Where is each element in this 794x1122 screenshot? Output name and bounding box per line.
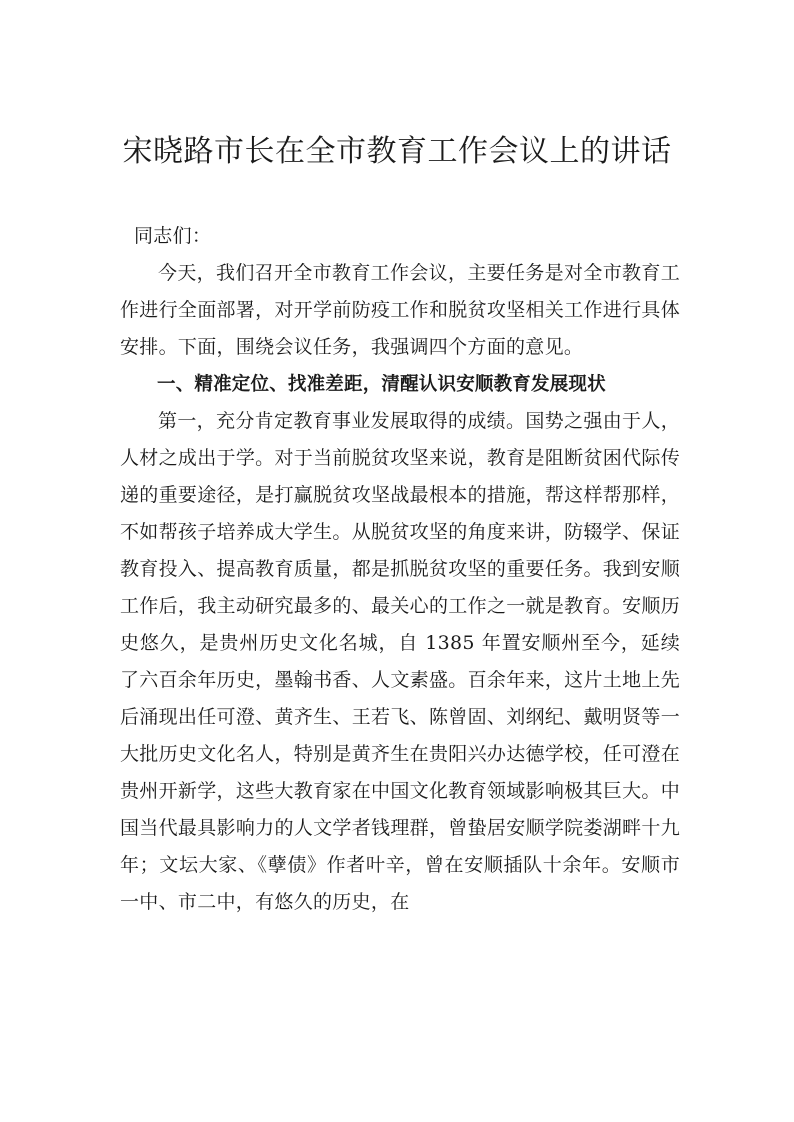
section-paragraph: 第一，充分肯定教育事业发展取得的成绩。国势之强由于人，人材之成出于学。对于当前脱贫攻坚来说，教育是阻断贫困代际传递的重要途径，是打赢脱贫攻坚战最根本的措施，帮这样帮那样，不如帮孩子培养成大学生。从脱贫攻坚的角度来讲，防辍学、保证教育投入、提高教育质量，都是抓脱贫攻坚的重要任务。我到安顺工作后，我主动研究最多的、最关心的工作之一就是教育。安顺历史悠久，是贵州历史文化名城，自 1385 年置安顺州至今，延续了六百余年历史，墨翰书香、人文素盛。百余年来，这片土地上先后涌现出任可澄、黄齐生、王若飞、陈曾固、刘纲纪、戴明贤等一大批历史文化名人，特别是黄齐生在贵阳兴办达德学校，任可澄在贵州开新学，这些大教育家在中国文化教育领域影响极其巨大。中国当代最具影响力的人文学者钱理群，曾蛰居安顺学院娄湖畔十九年；文坛大家、《孽债》作者叶辛，曾在安顺插队十余年。安顺市一中、市二中，有悠久的历史，在: [120, 410, 680, 913]
document-title: 宋晓路市长在全市教育工作会议上的讲话: [122, 134, 672, 169]
section-heading: 一、精准定位、找准差距，清醒认识安顺教育发展现状: [157, 374, 606, 395]
document-body: [120, 218, 680, 921]
salutation: 同志们：: [134, 225, 212, 247]
intro-paragraph: 今天，我们召开全市教育工作会议，主要任务是对全市教育工作进行全面部署，对开学前防疫工作和脱贫攻坚相关工作进行具体安排。下面，围绕会议任务，我强调四个方面的意见。: [120, 262, 680, 358]
